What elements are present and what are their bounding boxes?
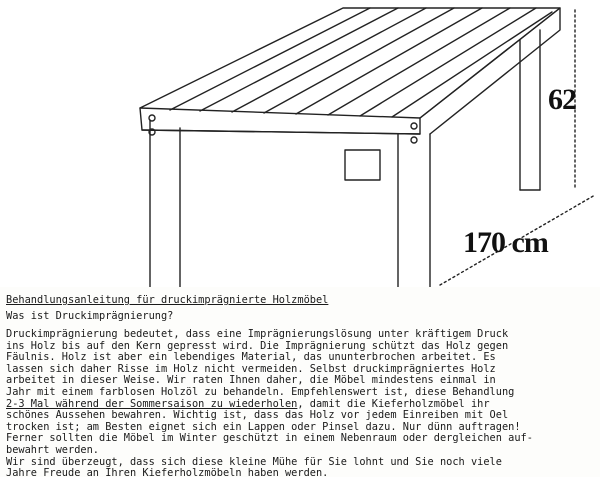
body-line: trocken ist; am Besten eignet sich ein Lappen oder Pinsel dazu. Nur dünn auftragen! (6, 420, 521, 433)
body-line: Fäulnis. Holz ist aber ein lebendiges Material, das ununterbrochen arbeitet. Es (6, 351, 496, 364)
length-dimension-label: 170 cm (463, 226, 548, 259)
body-line-underlined: 2-3 Mal während der Sommersaison zu wiederholen, damit die Kieferholzmöbel ihr (6, 397, 490, 410)
body-line: Druckimprägnierung bedeutet, dass eine Imprägnierungslösung unter kräftigem Druck (6, 328, 509, 340)
body-line: Wir sind überzeugt, dass sich diese kleine Mühe für Sie lohnt und Sie noch viele (6, 455, 502, 468)
body-line: Jahr mit einem farblosen Holzöl zu behandeln. Empfehlenswert ist, diese Behandlung (6, 385, 515, 398)
body-line: Ferner sollten die Möbel im Winter geschützt in einem Nebenraum oder dergleichen auf- (6, 432, 533, 445)
body-line: ins Holz bis auf den Kern gepresst wird. Die Imprägnierung schützt das Holz gegen (6, 339, 509, 352)
height-dimension-label: 62 (548, 83, 576, 116)
body-line: arbeitet in dieser Weise. Wir raten Ihnen daher, die Möbel mindestens einmal in (6, 374, 496, 387)
body-text (6, 329, 596, 480)
body-line: bewahrt werden. (6, 443, 99, 456)
underlined-phrase: 2-3 Mal während der Sommersaison zu wiederholen (6, 397, 298, 410)
body-line: lassen sich daher Risse im Holz nicht vermeiden. Selbst druckimprägniertes Holz (6, 362, 496, 375)
document-title: Behandlungsanleitung für druckimprägnierte Holzmöbel (6, 294, 329, 306)
care-instructions-document (0, 287, 600, 480)
body-line: schönes Aussehen bewahren. Wichtig ist, dass das Holz vor jedem Einreiben mit Oel (6, 409, 509, 422)
body-line: Jahre Freude an Ihren Kieferholzmöbeln haben werden. (6, 467, 329, 480)
section-question: Was ist Druckimprägnierung? (6, 310, 174, 322)
